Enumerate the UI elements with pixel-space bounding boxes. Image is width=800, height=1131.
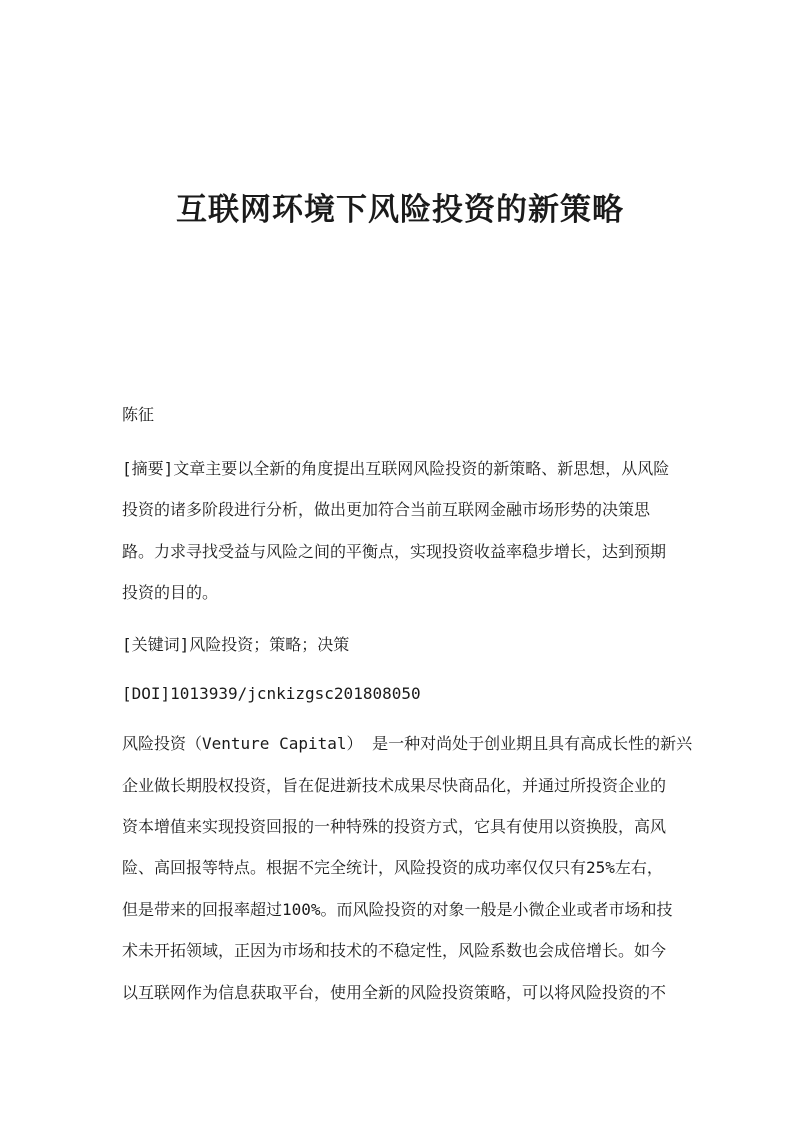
author-name: 陈征: [122, 405, 155, 424]
body-line-4: 险、高回报等特点。根据不完全统计，风险投资的成功率仅仅只有25%左右，: [122, 858, 663, 877]
body-line-2: 企业做长期股权投资，旨在促进新技术成果尽快商品化，并通过所投资企业的: [122, 776, 667, 795]
body-line-6: 术未开拓领域，正因为市场和技术的不稳定性，风险系数也会成倍增长。如今: [122, 941, 667, 960]
body-line-5: 但是带来的回报率超过100%。而风险投资的对象一般是小微企业或者市场和技: [122, 900, 673, 919]
page-title: 互联网环境下风险投资的新策略: [176, 192, 624, 228]
body-line-1: 风险投资（Venture Capital） 是一种对尚处于创业期且具有高成长性的新兴: [122, 734, 693, 753]
body-line-7: 以互联网作为信息获取平台，使用全新的风险投资策略，可以将风险投资的不: [122, 983, 667, 1002]
abstract-line-3: 路。力求寻找受益与风险之间的平衡点，实现投资收益率稳步增长，达到预期: [122, 542, 667, 561]
abstract-line-4: 投资的目的。: [122, 583, 219, 602]
body-line-3: 资本增值来实现投资回报的一种特殊的投资方式，它具有使用以资换股，高风: [122, 817, 667, 836]
doi-line: [DOI]1013939/jcnkizgsc201808050: [122, 684, 421, 703]
keywords-line: [关键词]风险投资；策略；决策: [122, 635, 350, 654]
abstract-line-1: [摘要]文章主要以全新的角度提出互联网风险投资的新策略、新思想，从风险: [122, 459, 670, 478]
abstract-line-2: 投资的诸多阶段进行分析，做出更加符合当前互联网金融市场形势的决策思: [122, 500, 651, 519]
